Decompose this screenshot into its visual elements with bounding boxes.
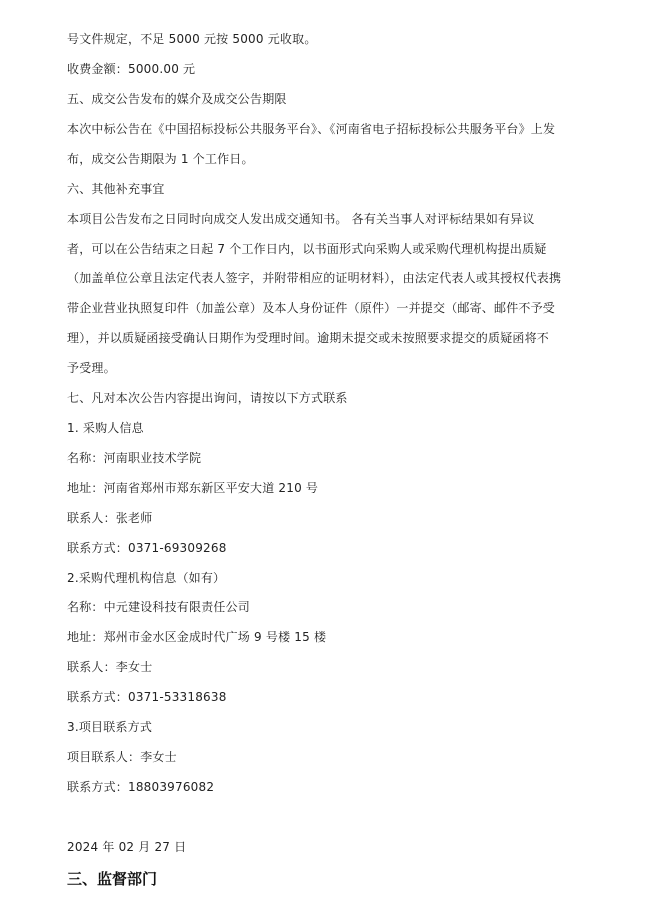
subheading-agency: 2.采购代理机构信息（如有）	[67, 571, 226, 585]
section-heading-six: 六、其他补充事宜	[67, 182, 165, 196]
project-phone: 联系方式：18803976082	[67, 780, 215, 794]
text-line-media-1: 本次中标公告在《中国招标投标公共服务平台》、《河南省电子招标投标公共服务平台》上发	[67, 122, 556, 136]
project-contact: 项目联系人：李女士	[67, 750, 177, 764]
purchaser-contact: 联系人：张老师	[67, 511, 153, 525]
text-line-supplement-6: 予受理。	[67, 361, 116, 375]
agency-phone: 联系方式：0371-53318638	[67, 690, 227, 704]
purchaser-phone: 联系方式：0371-69309268	[67, 541, 227, 555]
text-line-fee-amount: 收费金额：5000.00 元	[67, 62, 196, 76]
text-line-media-2: 布，成交公告期限为 1 个工作日。	[67, 152, 254, 166]
text-line-fee-rule: 号文件规定，不足 5000 元按 5000 元收取。	[67, 32, 317, 46]
purchaser-address: 地址：河南省郑州市郑东新区平安大道 210 号	[67, 481, 319, 495]
section-heading-supervision: 三、监督部门	[67, 870, 158, 888]
subheading-project-contact: 3.项目联系方式	[67, 720, 153, 734]
section-heading-seven: 七、凡对本次公告内容提出询问，请按以下方式联系	[67, 391, 348, 405]
agency-name: 名称：中元建设科技有限责任公司	[67, 600, 251, 614]
text-line-supplement-5: 理），并以质疑函接受确认日期作为受理时间。逾期未提交或未按照要求提交的质疑函将不	[67, 331, 550, 345]
text-line-supplement-4: 带企业营业执照复印件（加盖公章）及本人身份证件（原件）一并提交（邮寄、邮件不予受	[67, 301, 556, 315]
agency-contact: 联系人：李女士	[67, 660, 153, 674]
subheading-purchaser: 1. 采购人信息	[67, 421, 144, 435]
text-line-supplement-1: 本项目公告发布之日同时向成交人发出成交通知书。 各有关当事人对评标结果如有异议	[67, 212, 535, 226]
document-date: 2024 年 02 月 27 日	[67, 840, 187, 854]
section-heading-five: 五、成交公告发布的媒介及成交公告期限	[67, 92, 287, 106]
agency-address: 地址：郑州市金水区金成时代广场 9 号楼 15 楼	[67, 630, 327, 644]
text-line-supplement-2: 者，可以在公告结束之日起 7 个工作日内，以书面形式向采购人或采购代理机构提出质疑	[67, 242, 547, 256]
purchaser-name: 名称：河南职业技术学院	[67, 451, 202, 465]
text-line-supplement-3: （加盖单位公章且法定代表人签字，并附带相应的证明材料），由法定代表人或其授权代表携	[67, 271, 562, 285]
